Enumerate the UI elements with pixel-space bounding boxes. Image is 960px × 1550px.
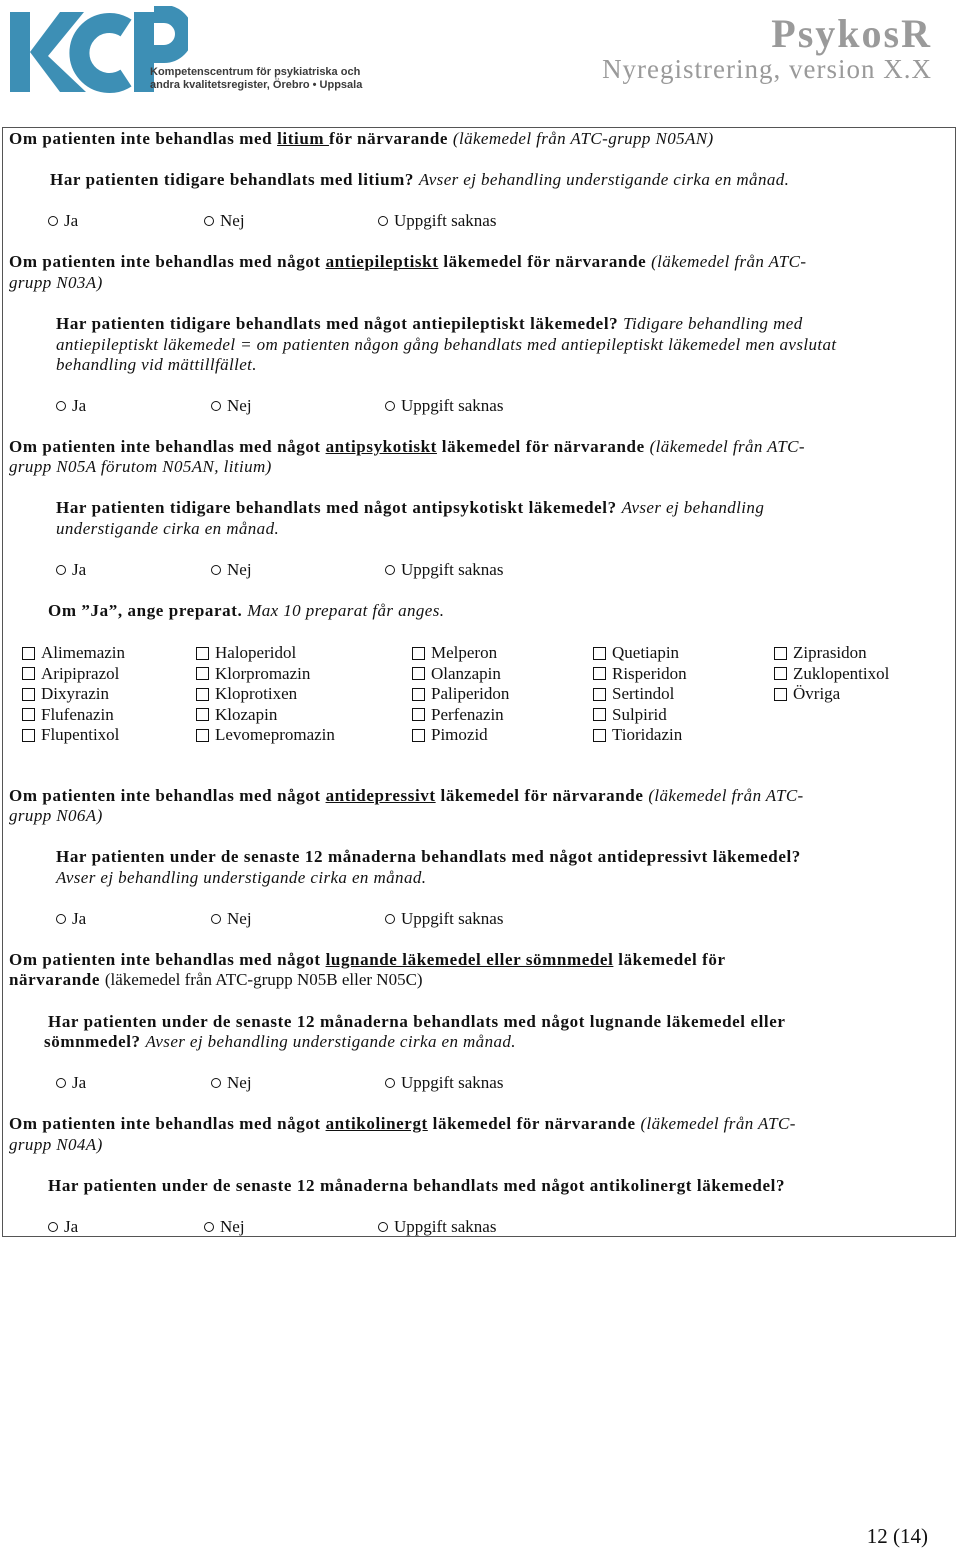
- drug-checkbox[interactable]: [22, 705, 114, 725]
- checkbox-icon: [196, 688, 209, 701]
- antipsychotic-intro-cont: grupp N05A förutom N05AN, litium): [9, 457, 272, 476]
- brand-title: PsykosR: [771, 11, 932, 56]
- radio-icon: [204, 1222, 214, 1232]
- radio-icon: [56, 565, 66, 575]
- antipsychotic-preparation-prompt: Om ”Ja”, ange preparat. Max 10 preparat får anges.: [48, 601, 445, 620]
- checkbox-icon: [196, 667, 209, 680]
- drug-label: Flupentixol: [41, 725, 120, 744]
- drug-label: Sertindol: [612, 684, 675, 703]
- drug-checkbox[interactable]: [412, 643, 497, 663]
- radio-icon: [48, 1222, 58, 1232]
- drug-checkbox[interactable]: [774, 684, 840, 704]
- drug-checkbox[interactable]: [593, 664, 687, 684]
- drug-checkbox[interactable]: [196, 664, 310, 684]
- document-subtitle: Nyregistrering, version X.X: [602, 54, 932, 84]
- sedative-radio-nej[interactable]: Nej: [211, 1073, 252, 1093]
- checkbox-icon: [774, 647, 787, 660]
- radio-icon: [211, 1078, 221, 1088]
- antipsychotic-radio-nej[interactable]: Nej: [211, 560, 252, 580]
- drug-checkbox[interactable]: [196, 705, 277, 725]
- antipsychotic-question-cont: understigande cirka en månad.: [56, 519, 280, 538]
- drug-checkbox[interactable]: [196, 725, 335, 745]
- drug-label: Zuklopentixol: [793, 663, 890, 683]
- drug-label: Melperon: [431, 643, 498, 662]
- checkbox-icon: [196, 647, 209, 660]
- drug-label: Aripiprazol: [41, 663, 120, 683]
- checkbox-icon: [593, 667, 606, 680]
- drug-label: Olanzapin: [431, 663, 501, 683]
- antiepileptic-question-cont: antiepileptiskt läkemedel = om patienten någon gång behandlats med antiepileptiskt läkemedel men avslutat: [56, 335, 837, 354]
- litium-question: Har patienten tidigare behandlats med litium? Avser ej behandling understigande cirka en månad.: [50, 170, 790, 189]
- drug-checkbox[interactable]: [593, 684, 674, 704]
- radio-icon: [385, 914, 395, 924]
- drug-checkbox[interactable]: [593, 705, 667, 725]
- drug-checkbox[interactable]: [593, 643, 679, 663]
- antipsychotic-radio-uppgift-saknas[interactable]: Uppgift saknas: [385, 560, 503, 580]
- litium-intro: Om patienten inte behandlas med litium för närvarande (läkemedel från ATC-grupp N05AN): [9, 129, 714, 148]
- drug-label: Perfenazin: [431, 704, 504, 724]
- litium-radio-nej[interactable]: Nej: [204, 211, 245, 231]
- drug-checkbox[interactable]: [412, 725, 488, 745]
- antidepressant-radio-nej[interactable]: Nej: [211, 909, 252, 929]
- page-number: 12 (14): [866, 1524, 928, 1548]
- anticholinergic-radio-uppgift-saknas[interactable]: Uppgift saknas: [378, 1217, 496, 1237]
- drug-label: Dixyrazin: [41, 684, 109, 703]
- drug-checkbox[interactable]: [774, 643, 867, 663]
- checkbox-icon: [196, 729, 209, 742]
- checkbox-icon: [22, 708, 35, 721]
- checkbox-icon: [412, 647, 425, 660]
- sedative-question-cont: sömnmedel? Avser ej behandling understigande cirka en månad.: [44, 1032, 516, 1051]
- drug-label: Kloprotixen: [215, 684, 298, 703]
- antiepileptic-radio-ja[interactable]: Ja: [56, 396, 86, 416]
- antiepileptic-question-cont2: behandling vid mättillfället.: [56, 355, 257, 374]
- antipsychotic-radio-ja[interactable]: Ja: [56, 560, 86, 580]
- radio-icon: [56, 914, 66, 924]
- sedative-question: Har patienten under de senaste 12 månaderna behandlats med något lugnande läkemedel eller: [48, 1012, 786, 1031]
- drug-label: Klozapin: [215, 704, 278, 724]
- radio-icon: [211, 914, 221, 924]
- drug-label: Tioridazin: [612, 725, 683, 744]
- sedative-intro: Om patienten inte behandlas med något lugnande läkemedel eller sömnmedel läkemedel för: [9, 950, 726, 969]
- antidepressant-intro: Om patienten inte behandlas med något antidepressivt läkemedel för närvarande (läkemedel från ATC-: [9, 786, 804, 805]
- drug-label: Paliperidon: [431, 684, 510, 703]
- litium-radio-ja[interactable]: Ja: [48, 211, 78, 231]
- logo-subtitle: Kompetenscentrum för psykiatriska och andra kvalitetsregister, Örebro • Uppsala: [150, 66, 363, 91]
- checkbox-icon: [22, 729, 35, 742]
- drug-label: Sulpirid: [612, 704, 667, 724]
- drug-checkbox[interactable]: [412, 684, 509, 704]
- anticholinergic-radio-ja[interactable]: Ja: [48, 1217, 78, 1237]
- antidepressant-radio-ja[interactable]: Ja: [56, 909, 86, 929]
- antiepileptic-radio-uppgift-saknas[interactable]: Uppgift saknas: [385, 396, 503, 416]
- drug-label: Levomepromazin: [215, 725, 335, 744]
- antidepressant-question: Har patienten under de senaste 12 månaderna behandlats med något antidepressivt läkemedel?: [56, 847, 801, 866]
- radio-icon: [385, 401, 395, 411]
- drug-checkbox[interactable]: [593, 725, 682, 745]
- anticholinergic-question: Har patienten under de senaste 12 månaderna behandlats med något antikolinergt läkemedel?: [48, 1176, 786, 1195]
- drug-checkbox[interactable]: [196, 684, 297, 704]
- checkbox-icon: [196, 708, 209, 721]
- checkbox-icon: [412, 688, 425, 701]
- drug-label: Quetiapin: [612, 643, 680, 662]
- litium-radio-uppgift-saknas[interactable]: Uppgift saknas: [378, 211, 496, 231]
- drug-checkbox[interactable]: [22, 725, 119, 745]
- drug-checkbox[interactable]: [412, 705, 504, 725]
- drug-checkbox[interactable]: [22, 643, 125, 663]
- radio-icon: [211, 565, 221, 575]
- drug-label: Klorpromazin: [215, 663, 311, 683]
- radio-icon: [56, 401, 66, 411]
- checkbox-icon: [412, 667, 425, 680]
- anticholinergic-intro-cont: grupp N04A): [9, 1135, 103, 1154]
- drug-label: Pimozid: [431, 725, 488, 744]
- checkbox-icon: [412, 729, 425, 742]
- checkbox-icon: [22, 647, 35, 660]
- checkbox-icon: [593, 729, 606, 742]
- antidepressant-question-cont: Avser ej behandling understigande cirka en månad.: [56, 868, 427, 887]
- radio-icon: [56, 1078, 66, 1088]
- antiepileptic-intro: Om patienten inte behandlas med något antiepileptiskt läkemedel för närvarande (läkemedel från ATC-: [9, 252, 807, 271]
- drug-label: Flufenazin: [41, 704, 114, 724]
- sedative-radio-uppgift-saknas[interactable]: Uppgift saknas: [385, 1073, 503, 1093]
- radio-icon: [204, 216, 214, 226]
- antiepileptic-intro-cont: grupp N03A): [9, 273, 103, 292]
- antiepileptic-question: Har patienten tidigare behandlats med något antiepileptiskt läkemedel? Tidigare behandling med: [56, 314, 803, 333]
- drug-checkbox[interactable]: [22, 684, 109, 704]
- radio-icon: [48, 216, 58, 226]
- radio-icon: [385, 1078, 395, 1088]
- drug-checkbox[interactable]: [412, 664, 501, 684]
- sedative-intro-cont: närvarande (läkemedel från ATC-grupp N05B eller N05C): [9, 970, 423, 989]
- drug-checkbox[interactable]: [22, 664, 119, 684]
- drug-label: Haloperidol: [215, 643, 297, 662]
- checkbox-icon: [593, 647, 606, 660]
- checkbox-icon: [412, 708, 425, 721]
- drug-label: Ziprasidon: [793, 643, 867, 662]
- drug-label: Övriga: [793, 684, 841, 703]
- checkbox-icon: [593, 708, 606, 721]
- drug-checkbox[interactable]: [196, 643, 296, 663]
- anticholinergic-radio-nej[interactable]: Nej: [204, 1217, 245, 1237]
- antidepressant-intro-cont: grupp N06A): [9, 806, 103, 825]
- antiepileptic-radio-nej[interactable]: Nej: [211, 396, 252, 416]
- anticholinergic-intro: Om patienten inte behandlas med något antikolinergt läkemedel för närvarande (läkemedel från ATC-: [9, 1114, 796, 1133]
- radio-icon: [385, 565, 395, 575]
- antipsychotic-question: Har patienten tidigare behandlats med något antipsykotiskt läkemedel? Avser ej behandling: [56, 498, 765, 517]
- checkbox-icon: [22, 688, 35, 701]
- antipsychotic-intro: Om patienten inte behandlas med något antipsykotiskt läkemedel för närvarande (läkemedel från ATC-: [9, 437, 805, 456]
- checkbox-icon: [774, 667, 787, 680]
- checkbox-icon: [593, 688, 606, 701]
- drug-label: Alimemazin: [41, 643, 126, 662]
- radio-icon: [211, 401, 221, 411]
- antidepressant-radio-uppgift-saknas[interactable]: Uppgift saknas: [385, 909, 503, 929]
- checkbox-icon: [774, 688, 787, 701]
- drug-checkbox[interactable]: [774, 664, 889, 684]
- radio-icon: [378, 216, 388, 226]
- drug-label: Risperidon: [612, 663, 687, 683]
- checkbox-icon: [22, 667, 35, 680]
- sedative-radio-ja[interactable]: Ja: [56, 1073, 86, 1093]
- radio-icon: [378, 1222, 388, 1232]
